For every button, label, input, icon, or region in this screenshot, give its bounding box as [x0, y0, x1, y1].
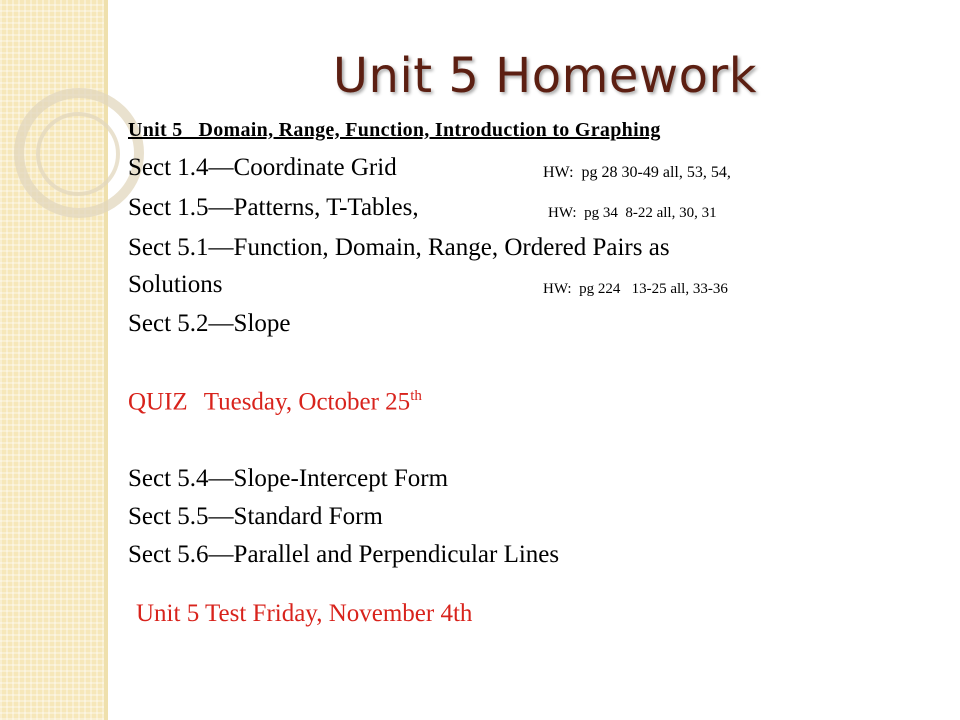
- quiz-line: [128, 389, 422, 414]
- unit-heading: Unit 5 Domain, Range, Function, Introduction to Graphing: [128, 119, 661, 141]
- slide-title: Unit 5 Homework: [332, 48, 758, 104]
- section-1-5: Sect 1.5—Patterns, T-Tables,: [128, 194, 419, 221]
- test-announcement: Unit 5 Test Friday, November 4th: [136, 600, 473, 627]
- sidebar-edge: [104, 0, 108, 720]
- section-5-2: Sect 5.2—Slope: [128, 310, 291, 337]
- section-5-4: Sect 5.4—Slope-Intercept Form: [128, 465, 449, 492]
- section-5-1: Sect 5.1—Function, Domain, Range, Ordered Pairs as: [128, 234, 670, 261]
- section-5-5: Sect 5.5—Standard Form: [128, 503, 383, 530]
- section-1-4: Sect 1.4—Coordinate Grid: [128, 154, 397, 181]
- quiz-label: QUIZ: [128, 388, 188, 416]
- quiz-date-suffix: th: [410, 388, 422, 404]
- quiz-date: Tuesday, October 25: [203, 388, 411, 416]
- section-1-4-homework: HW: pg 28 30-49 all, 53, 54,: [543, 164, 731, 181]
- decorative-sidebar: [0, 0, 106, 720]
- section-1-5-homework: HW: pg 34 8-22 all, 30, 31: [548, 205, 717, 221]
- section-5-1-continued: Solutions: [128, 271, 223, 298]
- section-5-1-homework: HW: pg 224 13-25 all, 33-36: [543, 281, 728, 297]
- section-5-6: Sect 5.6—Parallel and Perpendicular Lines: [128, 541, 560, 568]
